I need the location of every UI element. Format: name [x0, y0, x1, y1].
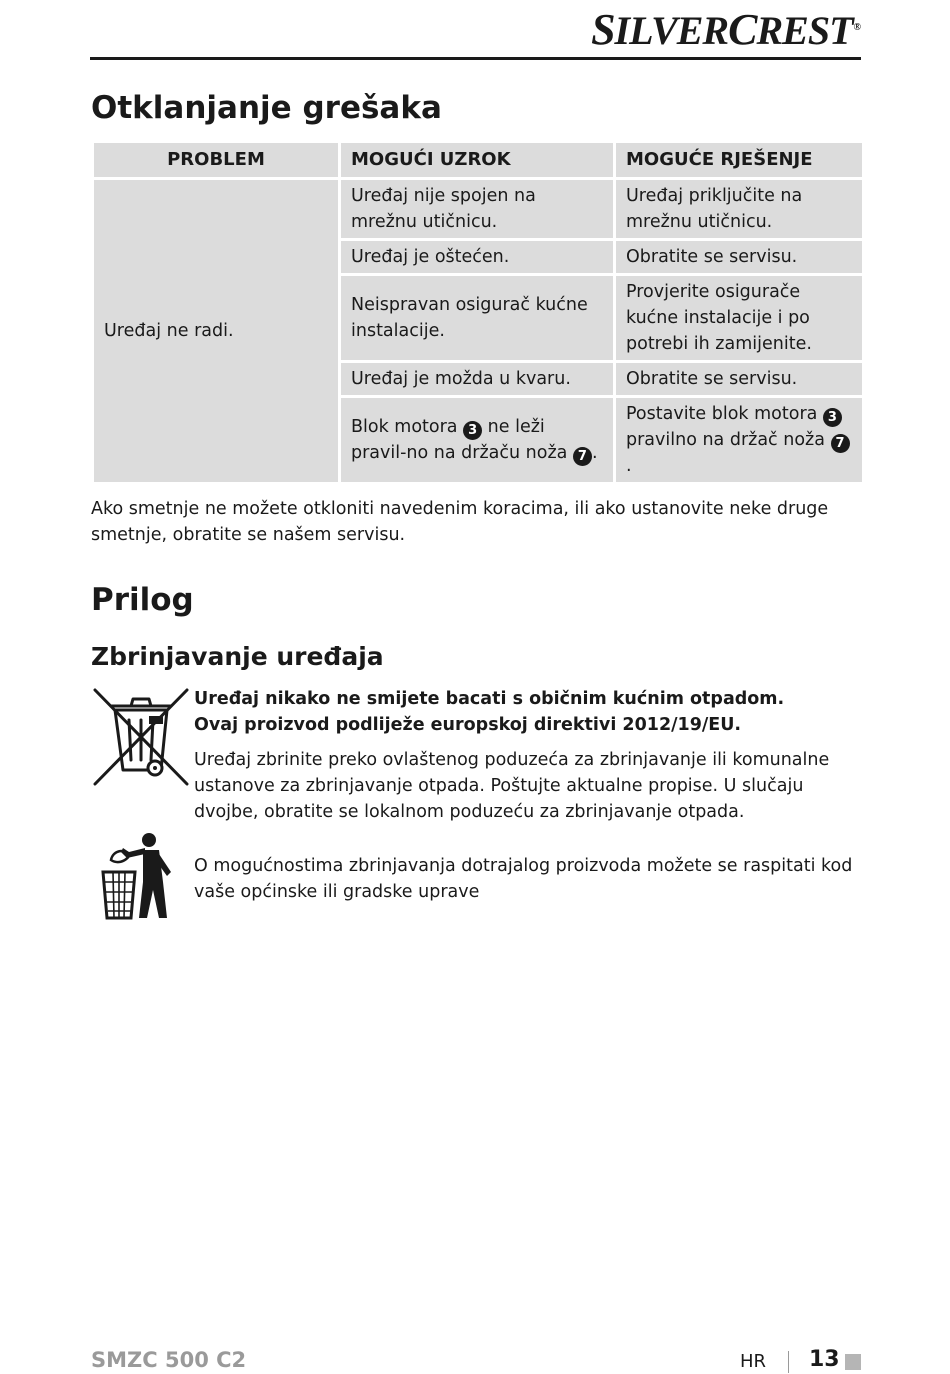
solution-cell: Uređaj priključite na mrežnu utičnicu. — [615, 179, 864, 240]
solution-cell: Obratite se servisu. — [615, 362, 864, 397]
table-row — [93, 179, 864, 240]
cause-cell: Uređaj je oštećen. — [340, 240, 615, 275]
header-rule — [90, 57, 861, 60]
footer-square-mark — [845, 1354, 861, 1370]
part-number-badge: 3 — [463, 421, 482, 440]
solution-cell: Provjerite osigurače kućne instalacije i po potrebi ih zamijenite. — [615, 275, 864, 362]
cause-cell: Uređaj nije spojen na mrežnu utičnicu. — [340, 179, 615, 240]
problem-cell: Uređaj ne radi. — [93, 179, 340, 484]
part-number-badge: 7 — [831, 434, 850, 453]
part-number-badge: 7 — [573, 447, 592, 466]
cause-cell: Uređaj je možda u kvaru. — [340, 362, 615, 397]
brand-logo: SILVERCREST® — [591, 5, 860, 54]
cause-cell: Neispravan osigurač kućne instalacije. — [340, 275, 615, 362]
disposal-instructions: Uređaj zbrinite preko ovlaštenog poduzeća za zbrinjavanje ili komunalne ustanove za zbrinjavanje otpada. Poštujte aktualne propise. U slučaju dvojbe, obratite se lokalnom poduzeću za zbrinjavanje otpada. — [194, 750, 830, 822]
disposal-warning: Uređaj nikako ne smijete bacati s običnim kućnim otpadom. Ovaj proizvod podliježe europskoj direktivi 2012/19/EU. — [194, 689, 785, 735]
footer-separator — [788, 1351, 789, 1373]
after-table-text: Ako smetnje ne možete otkloniti navedenim koracima, ili ako ustanovite neke druge smetnje, obratite se našem servisu. — [91, 499, 829, 545]
footer-language: HR — [740, 1351, 767, 1372]
part-number-badge: 3 — [823, 408, 842, 427]
cause-cell: Blok motora 3 ne leži pravil-no na držaču noža 7 . — [340, 397, 615, 484]
section-title-troubleshooting: Otklanjanje grešaka — [91, 90, 442, 126]
disposal-info-text: O mogućnostima zbrinjavanja dotrajalog proizvoda možete se raspitati kod vaše općinske ili gradske uprave — [194, 856, 853, 902]
footer-model: SMZC 500 C2 — [91, 1348, 247, 1372]
section-title-appendix: Prilog — [91, 582, 194, 618]
header-cause: MOGUĆI UZROK — [340, 142, 615, 179]
section-title-disposal: Zbrinjavanje uređaja — [91, 642, 384, 671]
page-number: 13 — [809, 1347, 840, 1372]
troubleshooting-table — [91, 140, 865, 485]
solution-cell: Obratite se servisu. — [615, 240, 864, 275]
crossed-out-wheelie-bin-icon — [93, 688, 189, 786]
solution-cell: Postavite blok motora 3 pravilno na držač noža 7. — [615, 397, 864, 484]
header-solution: MOGUĆE RJEŠENJE — [615, 142, 864, 179]
person-throwing-trash-icon — [101, 832, 173, 920]
table-header-row — [93, 142, 864, 179]
header-problem: PROBLEM — [93, 142, 340, 179]
